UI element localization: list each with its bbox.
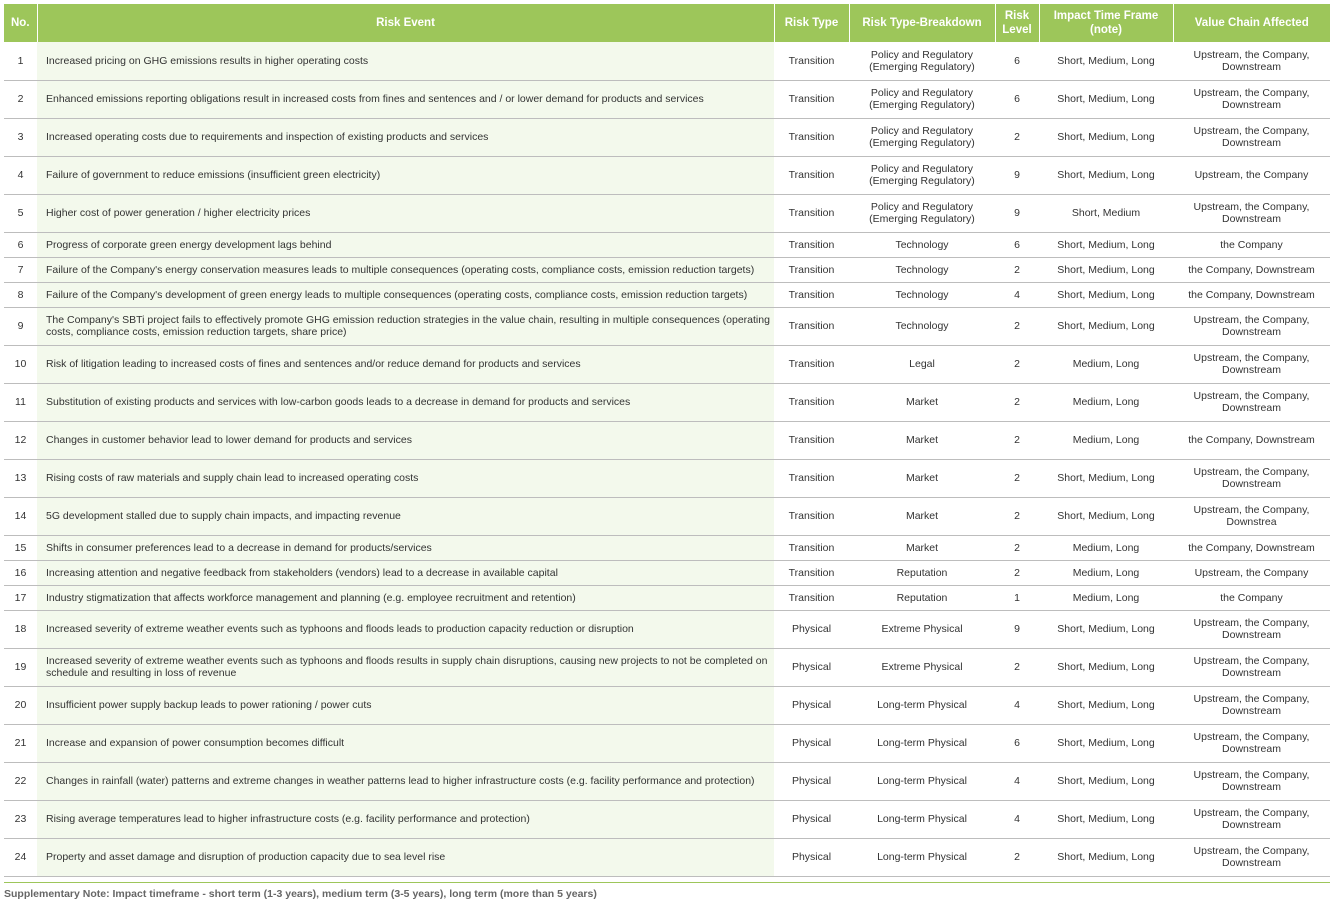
risk-level-cell: 2: [995, 257, 1039, 282]
row-number-cell: 10: [4, 345, 37, 383]
risk-level-cell: 9: [995, 156, 1039, 194]
table-row: [4, 560, 1330, 585]
table-row: [4, 497, 1330, 535]
risk-event-cell: Industry stigmatization that affects workforce management and planning (e.g. employee recruitment and retention): [37, 585, 774, 610]
risk-type-cell: Transition: [774, 497, 849, 535]
risk-type-cell: Transition: [774, 257, 849, 282]
value-chain-cell: the Company, Downstream: [1173, 282, 1330, 307]
row-number-cell: 19: [4, 648, 37, 686]
table-row: [4, 724, 1330, 762]
table-row: [4, 838, 1330, 876]
risk-breakdown-cell: Technology: [849, 282, 995, 307]
table-row: [4, 118, 1330, 156]
value-chain-cell: Upstream, the Company, Downstream: [1173, 383, 1330, 421]
risk-breakdown-cell: Market: [849, 383, 995, 421]
impact-timeframe-cell: Short, Medium, Long: [1039, 307, 1173, 345]
risk-level-cell: 9: [995, 194, 1039, 232]
row-number-cell: 20: [4, 686, 37, 724]
value-chain-cell: Upstream, the Company, Downstream: [1173, 194, 1330, 232]
risk-breakdown-cell: Long-term Physical: [849, 686, 995, 724]
impact-timeframe-cell: Medium, Long: [1039, 560, 1173, 585]
table-row: [4, 345, 1330, 383]
row-number-cell: 13: [4, 459, 37, 497]
risk-event-cell: 5G development stalled due to supply chain impacts, and impacting revenue: [37, 497, 774, 535]
row-number-cell: 17: [4, 585, 37, 610]
value-chain-cell: Upstream, the Company, Downstream: [1173, 80, 1330, 118]
risk-type-cell: Physical: [774, 762, 849, 800]
risk-type-cell: Transition: [774, 156, 849, 194]
impact-timeframe-cell: Medium, Long: [1039, 585, 1173, 610]
impact-timeframe-cell: Medium, Long: [1039, 535, 1173, 560]
risk-type-cell: Transition: [774, 282, 849, 307]
risk-breakdown-cell: Long-term Physical: [849, 800, 995, 838]
table-row: [4, 232, 1330, 257]
row-number-cell: 21: [4, 724, 37, 762]
value-chain-cell: Upstream, the Company, Downstream: [1173, 648, 1330, 686]
row-number-cell: 6: [4, 232, 37, 257]
risk-event-cell: Insufficient power supply backup leads to power rationing / power cuts: [37, 686, 774, 724]
risk-level-cell: 2: [995, 421, 1039, 459]
risk-level-cell: 2: [995, 307, 1039, 345]
table-bottom-rule: [4, 882, 1330, 883]
risk-level-cell: 2: [995, 345, 1039, 383]
impact-timeframe-cell: Short, Medium, Long: [1039, 497, 1173, 535]
supplementary-note: Supplementary Note: Impact timeframe - short term (1-3 years), medium term (3-5 years), long term (more than 5 years): [4, 888, 597, 900]
risk-breakdown-cell: Legal: [849, 345, 995, 383]
risk-level-cell: 9: [995, 610, 1039, 648]
risk-breakdown-cell: Technology: [849, 257, 995, 282]
risk-breakdown-cell: Policy and Regulatory (Emerging Regulatory): [849, 118, 995, 156]
risk-table-container: [4, 4, 1330, 877]
risk-breakdown-cell: Reputation: [849, 585, 995, 610]
row-number-cell: 7: [4, 257, 37, 282]
risk-event-cell: The Company's SBTi project fails to effectively promote GHG emission reduction strategies in the value chain, resulting in multiple consequences (operating costs, compliance costs, emission reduction targets, share price): [37, 307, 774, 345]
value-chain-cell: the Company, Downstream: [1173, 535, 1330, 560]
impact-timeframe-cell: Short, Medium, Long: [1039, 156, 1173, 194]
impact-timeframe-cell: Medium, Long: [1039, 345, 1173, 383]
table-body: [4, 42, 1330, 876]
table-row: [4, 282, 1330, 307]
risk-event-cell: Progress of corporate green energy development lags behind: [37, 232, 774, 257]
risk-event-cell: Failure of the Company's development of green energy leads to multiple consequences (operating costs, compliance costs, emission reduction targets): [37, 282, 774, 307]
value-chain-cell: Upstream, the Company, Downstream: [1173, 838, 1330, 876]
impact-timeframe-cell: Short, Medium, Long: [1039, 800, 1173, 838]
row-number-cell: 1: [4, 42, 37, 80]
risk-event-cell: Failure of the Company's energy conservation measures leads to multiple consequences (operating costs, compliance costs, emission reduction targets): [37, 257, 774, 282]
row-number-cell: 5: [4, 194, 37, 232]
table-row: [4, 80, 1330, 118]
value-chain-cell: Upstream, the Company, Downstream: [1173, 800, 1330, 838]
row-number-cell: 12: [4, 421, 37, 459]
risk-breakdown-cell: Policy and Regulatory (Emerging Regulatory): [849, 42, 995, 80]
value-chain-cell: Upstream, the Company, Downstream: [1173, 610, 1330, 648]
risk-level-cell: 2: [995, 383, 1039, 421]
table-row: [4, 257, 1330, 282]
risk-type-cell: Transition: [774, 535, 849, 560]
risk-event-cell: Rising costs of raw materials and supply chain lead to increased operating costs: [37, 459, 774, 497]
risk-event-cell: Property and asset damage and disruption of production capacity due to sea level rise: [37, 838, 774, 876]
table-row: [4, 686, 1330, 724]
row-number-cell: 2: [4, 80, 37, 118]
risk-event-cell: Changes in rainfall (water) patterns and extreme changes in weather patterns lead to higher infrastructure costs (e.g. facility performance and protection): [37, 762, 774, 800]
row-number-cell: 18: [4, 610, 37, 648]
value-chain-cell: Upstream, the Company, Downstream: [1173, 118, 1330, 156]
risk-table: [4, 4, 1330, 877]
header-impact-time-frame: Impact Time Frame (note): [1039, 4, 1173, 42]
row-number-cell: 16: [4, 560, 37, 585]
risk-type-cell: Physical: [774, 838, 849, 876]
risk-level-cell: 2: [995, 648, 1039, 686]
risk-level-cell: 6: [995, 42, 1039, 80]
risk-level-cell: 4: [995, 762, 1039, 800]
risk-breakdown-cell: Reputation: [849, 560, 995, 585]
value-chain-cell: the Company: [1173, 585, 1330, 610]
risk-event-cell: Substitution of existing products and services with low-carbon goods leads to a decrease in demand for products and services: [37, 383, 774, 421]
risk-breakdown-cell: Market: [849, 421, 995, 459]
risk-event-cell: Shifts in consumer preferences lead to a decrease in demand for products/services: [37, 535, 774, 560]
impact-timeframe-cell: Short, Medium, Long: [1039, 80, 1173, 118]
header-risk-type-breakdown: Risk Type-Breakdown: [849, 4, 995, 42]
risk-level-cell: 4: [995, 800, 1039, 838]
risk-event-cell: Failure of government to reduce emissions (insufficient green electricity): [37, 156, 774, 194]
row-number-cell: 22: [4, 762, 37, 800]
risk-breakdown-cell: Market: [849, 497, 995, 535]
impact-timeframe-cell: Short, Medium, Long: [1039, 838, 1173, 876]
risk-breakdown-cell: Extreme Physical: [849, 610, 995, 648]
risk-level-cell: 6: [995, 724, 1039, 762]
header-risk-event: Risk Event: [37, 4, 774, 42]
risk-event-cell: Risk of litigation leading to increased costs of fines and sentences and/or reduce demand for products and services: [37, 345, 774, 383]
risk-type-cell: Physical: [774, 610, 849, 648]
table-row: [4, 585, 1330, 610]
risk-event-cell: Rising average temperatures lead to higher infrastructure costs (e.g. facility performance and protection): [37, 800, 774, 838]
value-chain-cell: Upstream, the Company, Downstream: [1173, 307, 1330, 345]
risk-type-cell: Transition: [774, 307, 849, 345]
risk-level-cell: 6: [995, 232, 1039, 257]
risk-type-cell: Transition: [774, 42, 849, 80]
row-number-cell: 23: [4, 800, 37, 838]
risk-type-cell: Transition: [774, 194, 849, 232]
risk-breakdown-cell: Long-term Physical: [849, 724, 995, 762]
risk-level-cell: 2: [995, 838, 1039, 876]
row-number-cell: 8: [4, 282, 37, 307]
value-chain-cell: Upstream, the Company, Downstream: [1173, 459, 1330, 497]
risk-level-cell: 2: [995, 535, 1039, 560]
value-chain-cell: Upstream, the Company, Downstream: [1173, 724, 1330, 762]
risk-type-cell: Transition: [774, 560, 849, 585]
value-chain-cell: the Company, Downstream: [1173, 421, 1330, 459]
risk-type-cell: Physical: [774, 686, 849, 724]
risk-breakdown-cell: Technology: [849, 232, 995, 257]
table-row: [4, 610, 1330, 648]
risk-event-cell: Enhanced emissions reporting obligations result in increased costs from fines and sentences and / or lower demand for products and services: [37, 80, 774, 118]
value-chain-cell: Upstream, the Company, Downstrea: [1173, 497, 1330, 535]
impact-timeframe-cell: Short, Medium, Long: [1039, 42, 1173, 80]
impact-timeframe-cell: Short, Medium, Long: [1039, 724, 1173, 762]
row-number-cell: 15: [4, 535, 37, 560]
value-chain-cell: Upstream, the Company, Downstream: [1173, 762, 1330, 800]
risk-breakdown-cell: Policy and Regulatory (Emerging Regulatory): [849, 156, 995, 194]
row-number-cell: 4: [4, 156, 37, 194]
risk-breakdown-cell: Long-term Physical: [849, 762, 995, 800]
risk-type-cell: Transition: [774, 80, 849, 118]
risk-breakdown-cell: Extreme Physical: [849, 648, 995, 686]
impact-timeframe-cell: Short, Medium, Long: [1039, 232, 1173, 257]
table-row: [4, 800, 1330, 838]
impact-timeframe-cell: Short, Medium, Long: [1039, 459, 1173, 497]
risk-type-cell: Transition: [774, 118, 849, 156]
risk-level-cell: 2: [995, 497, 1039, 535]
header-risk-level: Risk Level: [995, 4, 1039, 42]
risk-level-cell: 2: [995, 459, 1039, 497]
table-row: [4, 535, 1330, 560]
impact-timeframe-cell: Short, Medium, Long: [1039, 257, 1173, 282]
risk-type-cell: Transition: [774, 421, 849, 459]
value-chain-cell: Upstream, the Company: [1173, 560, 1330, 585]
risk-event-cell: Increased pricing on GHG emissions results in higher operating costs: [37, 42, 774, 80]
table-row: [4, 762, 1330, 800]
risk-breakdown-cell: Technology: [849, 307, 995, 345]
risk-type-cell: Transition: [774, 585, 849, 610]
row-number-cell: 3: [4, 118, 37, 156]
row-number-cell: 11: [4, 383, 37, 421]
value-chain-cell: Upstream, the Company, Downstream: [1173, 686, 1330, 724]
risk-type-cell: Transition: [774, 459, 849, 497]
risk-type-cell: Transition: [774, 383, 849, 421]
risk-breakdown-cell: Policy and Regulatory (Emerging Regulatory): [849, 194, 995, 232]
impact-timeframe-cell: Medium, Long: [1039, 383, 1173, 421]
table-row: [4, 194, 1330, 232]
risk-level-cell: 4: [995, 686, 1039, 724]
risk-breakdown-cell: Policy and Regulatory (Emerging Regulatory): [849, 80, 995, 118]
table-row: [4, 459, 1330, 497]
header-row: [4, 4, 1330, 42]
impact-timeframe-cell: Short, Medium, Long: [1039, 610, 1173, 648]
header-risk-type: Risk Type: [774, 4, 849, 42]
risk-event-cell: Increase and expansion of power consumption becomes difficult: [37, 724, 774, 762]
risk-breakdown-cell: Long-term Physical: [849, 838, 995, 876]
table-row: [4, 42, 1330, 80]
header-value-chain-affected: Value Chain Affected: [1173, 4, 1330, 42]
risk-type-cell: Physical: [774, 800, 849, 838]
risk-type-cell: Transition: [774, 232, 849, 257]
risk-breakdown-cell: Market: [849, 459, 995, 497]
row-number-cell: 14: [4, 497, 37, 535]
impact-timeframe-cell: Short, Medium: [1039, 194, 1173, 232]
impact-timeframe-cell: Short, Medium, Long: [1039, 648, 1173, 686]
risk-event-cell: Higher cost of power generation / higher electricity prices: [37, 194, 774, 232]
risk-type-cell: Physical: [774, 724, 849, 762]
risk-level-cell: 1: [995, 585, 1039, 610]
risk-type-cell: Transition: [774, 345, 849, 383]
risk-event-cell: Increasing attention and negative feedback from stakeholders (vendors) lead to a decrease in available capital: [37, 560, 774, 585]
risk-level-cell: 2: [995, 118, 1039, 156]
row-number-cell: 24: [4, 838, 37, 876]
row-number-cell: 9: [4, 307, 37, 345]
table-row: [4, 648, 1330, 686]
impact-timeframe-cell: Short, Medium, Long: [1039, 686, 1173, 724]
risk-level-cell: 2: [995, 560, 1039, 585]
risk-breakdown-cell: Market: [849, 535, 995, 560]
table-row: [4, 307, 1330, 345]
risk-level-cell: 6: [995, 80, 1039, 118]
impact-timeframe-cell: Medium, Long: [1039, 421, 1173, 459]
risk-event-cell: Increased severity of extreme weather events such as typhoons and floods leads to production capacity reduction or disruption: [37, 610, 774, 648]
value-chain-cell: Upstream, the Company, Downstream: [1173, 42, 1330, 80]
impact-timeframe-cell: Short, Medium, Long: [1039, 762, 1173, 800]
risk-type-cell: Physical: [774, 648, 849, 686]
value-chain-cell: the Company, Downstream: [1173, 257, 1330, 282]
table-row: [4, 156, 1330, 194]
risk-event-cell: Increased severity of extreme weather events such as typhoons and floods results in supply chain disruptions, causing new projects to not be completed on schedule and resulting in loss of revenue: [37, 648, 774, 686]
value-chain-cell: Upstream, the Company: [1173, 156, 1330, 194]
header-no: No.: [4, 4, 37, 42]
risk-level-cell: 4: [995, 282, 1039, 307]
risk-event-cell: Changes in customer behavior lead to lower demand for products and services: [37, 421, 774, 459]
value-chain-cell: the Company: [1173, 232, 1330, 257]
table-row: [4, 421, 1330, 459]
impact-timeframe-cell: Short, Medium, Long: [1039, 282, 1173, 307]
table-row: [4, 383, 1330, 421]
risk-event-cell: Increased operating costs due to requirements and inspection of existing products and services: [37, 118, 774, 156]
value-chain-cell: Upstream, the Company, Downstream: [1173, 345, 1330, 383]
impact-timeframe-cell: Short, Medium, Long: [1039, 118, 1173, 156]
